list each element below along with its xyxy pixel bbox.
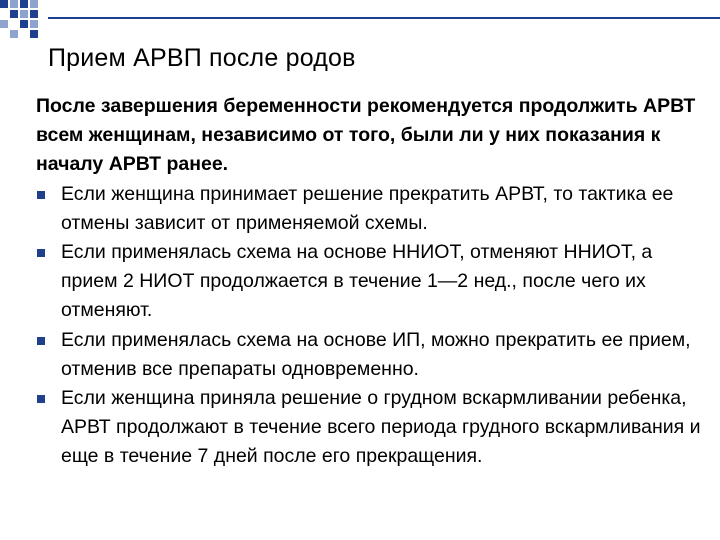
bullet-text: Если женщина приняла решение о грудном вскармливании ребенка, АРВТ продолжают в течение всего периода грудного вскармливания и еще в течение 7 дней после его прекращения. [61, 387, 701, 468]
intro-paragraph: После завершения беременности рекомендуется продолжить АРВТ всем женщинам, независимо от того, были ли у них показания к началу АРВТ ранее. [36, 95, 696, 176]
bullet-text: Если применялась схема на основе ННИОТ, отменяют ННИОТ, а прием 2 НИОТ продолжается в течение 1—2 нед., после чего их отменяют. [61, 241, 653, 322]
square-bullet-icon [37, 191, 45, 199]
square-bullet-icon [37, 337, 45, 345]
bullet-list [36, 180, 712, 472]
square-bullet-icon [37, 249, 45, 257]
bullet-item [36, 238, 712, 326]
decorative-header-pattern [0, 0, 720, 40]
header-divider [48, 17, 720, 19]
bullet-text: Если применялась схема на основе ИП, можно прекратить ее прием, отменив все препараты одновременно. [61, 328, 691, 380]
bullet-item [36, 180, 712, 238]
block-pattern-icon [0, 0, 720, 40]
bullet-text: Если женщина принимает решение прекратить АРВТ, то тактика ее отмены зависит от применяемой схемы. [61, 182, 674, 234]
slide-title: Прием АРВП после родов [48, 44, 356, 72]
bullet-item [36, 326, 712, 384]
square-bullet-icon [37, 395, 45, 403]
bullet-item [36, 384, 712, 472]
slide-content [36, 92, 712, 472]
